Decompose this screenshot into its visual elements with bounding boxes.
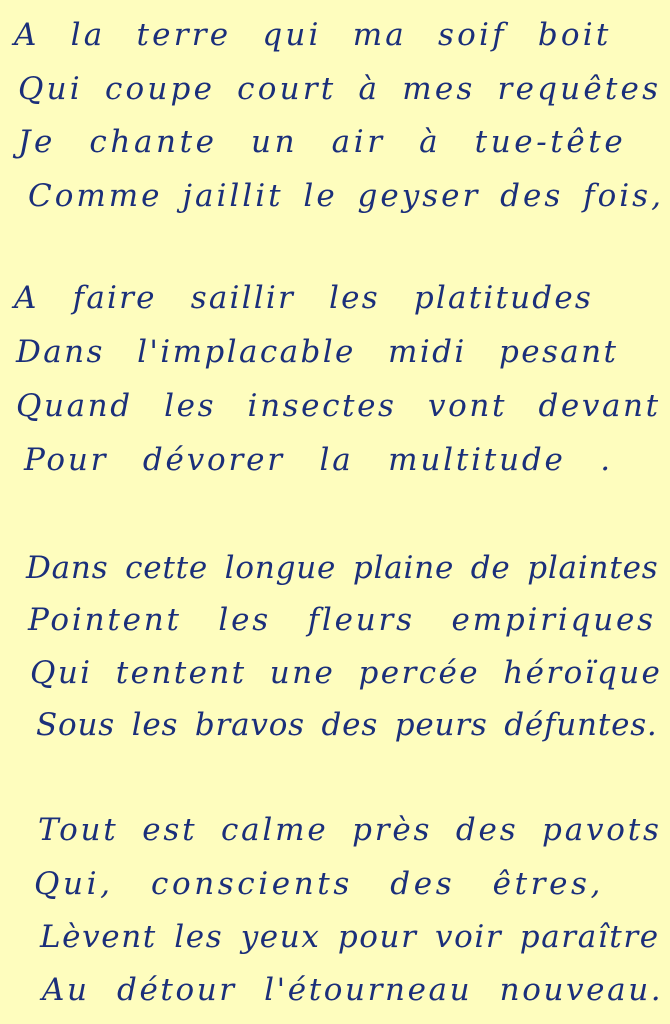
poem-line: A faire saillir les platitudes (14, 280, 594, 316)
poem-line: Pointent les fleurs empiriques (28, 602, 656, 638)
poem-line: Comme jaillit le geyser des fois, (28, 178, 664, 214)
poem-line: Qui, conscients des êtres, (34, 866, 604, 902)
poem-line: Pour dévorer la multitude . (24, 442, 613, 478)
poem-line: A la terre qui ma soif boit (14, 17, 612, 53)
poem-line: Au détour l'étourneau nouveau. (42, 972, 664, 1008)
poem-line: Qui tentent une percée héroïque (30, 655, 663, 691)
poem-line: Dans l'implacable midi pesant (16, 334, 619, 370)
poem-line: Je chante un air à tue-tête (18, 124, 627, 160)
poem-line: Quand les insectes vont devant (16, 388, 661, 424)
poem-line: Tout est calme près des pavots (38, 812, 662, 848)
poem-line: Qui coupe court à mes requêtes (18, 71, 662, 107)
poem-line: Sous les bravos des peurs défuntes. (36, 707, 658, 743)
poem-line: Dans cette longue plaine de plaintes (26, 550, 659, 586)
poem-line: Lèvent les yeux pour voir paraître (40, 919, 660, 955)
